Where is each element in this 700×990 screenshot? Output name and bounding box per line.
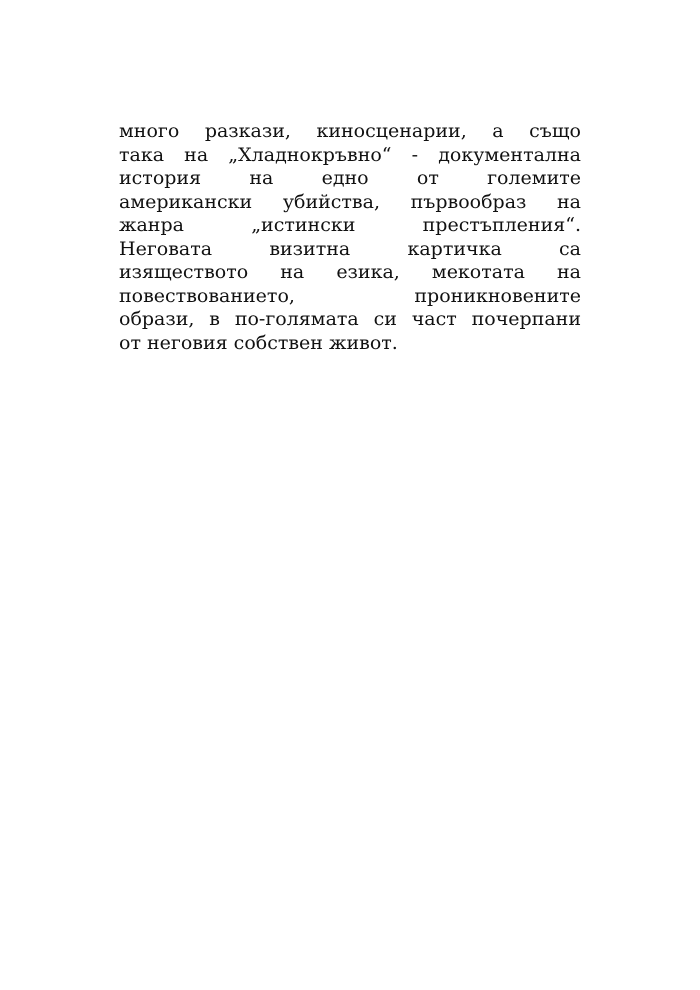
paragraph-line: повествованието, проникновените: [119, 284, 581, 307]
paragraph-line: Неговата визитна картичка са: [119, 237, 581, 260]
paragraph-line: жанра „истински престъпления“.: [119, 214, 581, 236]
paragraph-line: изяществото на езика, мекотата на: [119, 261, 581, 283]
paragraph-line: история на едно от големите: [119, 167, 581, 189]
paragraph-line: много разкази, киносценарии, а също: [119, 120, 581, 142]
paragraph-line: образи, в по-голямата си част почерпани: [119, 308, 581, 330]
paragraph-line: американски убийства, първообраз на: [119, 190, 581, 213]
paragraph-line-last: от неговия собствен живот.: [119, 331, 398, 354]
body-paragraph: [119, 120, 581, 355]
paragraph-line: така на „Хладнокръвно“ - документална: [119, 143, 581, 166]
